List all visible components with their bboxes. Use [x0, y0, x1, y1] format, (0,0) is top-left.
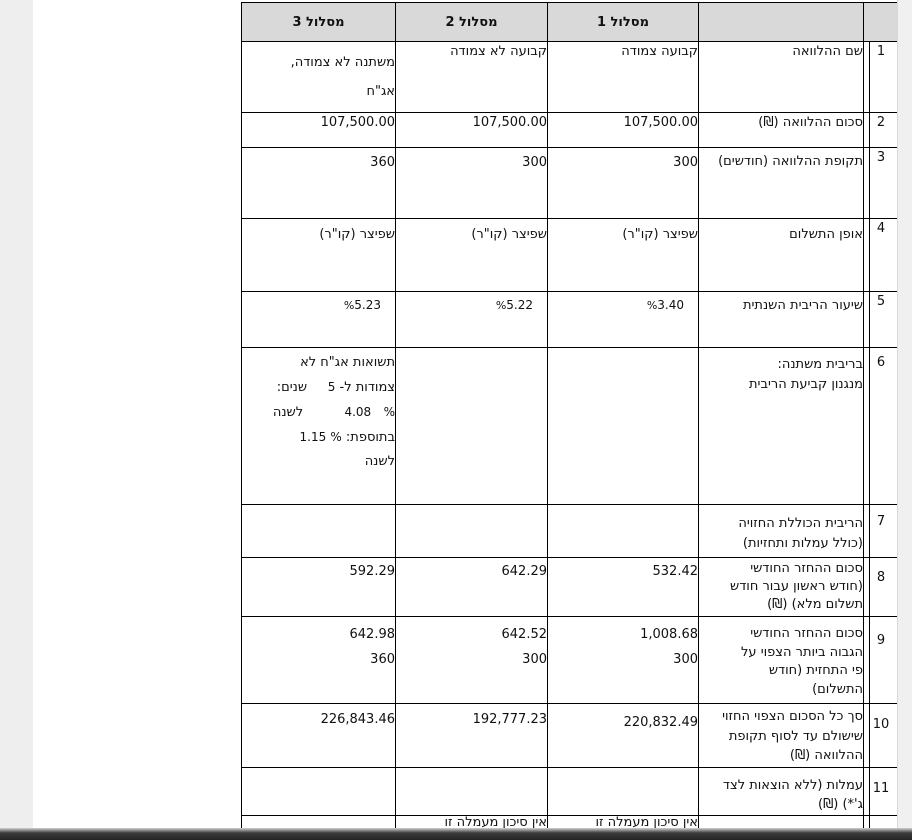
bond-rate: 4.08 [344, 405, 372, 419]
loan-name-track-1: קבועה צמודה [548, 42, 699, 113]
loan-name-track-3-line2: אג"ח [366, 84, 395, 99]
loan-name-track-2: קבועה לא צמודה [396, 42, 548, 113]
payment-method-track-1: שפיצר (קו"ר) [548, 219, 699, 292]
table-row [242, 348, 898, 505]
table-row-partial [242, 816, 898, 829]
loan-comparison-table [241, 2, 897, 828]
loan-amount-track-2: 107,500.00 [396, 113, 548, 148]
max-payment-track-3: 642.98 [349, 627, 395, 642]
bond-years: 5 [327, 380, 336, 394]
row-label: סכום ההלוואה (₪) [699, 113, 864, 148]
table-row: 9 סכום ההחזר החודשי הגבוה ביותר הצפוי על פי התחזית (חודש התשלום) 1,008.68 300 642.52 300 642.98 360 [242, 617, 898, 704]
table-row [242, 148, 898, 219]
header-track-2: מסלול 2 [396, 3, 548, 42]
max-payment-track-2: 642.52 [501, 627, 547, 642]
total-rate-track-1 [548, 505, 699, 558]
interest-rate-track-3: 5.23 [354, 298, 381, 312]
row-number: 7 [876, 514, 886, 529]
row-label-line1: בריבית משתנה: [777, 357, 863, 372]
table-row: 11 עמלות (ללא הוצאות לצד ג'*) (₪) [242, 768, 898, 816]
rate-mechanism-track-3: תשואות אג"ח לא צמודות ל- 5 שנים: % 4.08 לשנה בתוספת: % 1.15 לשנה [242, 348, 396, 505]
fees-track-2 [396, 768, 548, 816]
row-label: תקופת ההלוואה (חודשים) [699, 148, 864, 219]
header-num [864, 3, 898, 42]
monthly-payment-track-2: 642.29 [396, 558, 548, 617]
table-row [242, 292, 898, 348]
max-payment-month-track-3: 360 [370, 652, 395, 667]
header-track-3: מסלול 3 [242, 3, 396, 42]
table-row [242, 42, 898, 113]
row-number: 2 [876, 115, 886, 130]
row-label: שם ההלוואה [699, 42, 864, 113]
percent-sign: % [646, 299, 658, 312]
row-number: 11 [872, 781, 890, 796]
row-number: 10 [872, 717, 890, 732]
row-number: 9 [876, 633, 886, 648]
total-rate-track-2 [396, 505, 548, 558]
loan-period-track-2: 300 [396, 148, 548, 219]
row-number: 6 [876, 355, 886, 370]
monthly-payment-track-3: 592.29 [242, 558, 396, 617]
row-number: 8 [876, 570, 886, 585]
total-rate-track-3 [242, 505, 396, 558]
header-track-1: מסלול 1 [548, 3, 699, 42]
row-number: 1 [876, 44, 886, 59]
document-page [33, 0, 897, 828]
row-label-line1: הריבית הכוללת החזויה [738, 516, 863, 531]
row-number: 3 [876, 150, 886, 165]
table-row: 8 סכום ההחזר החודשי (חודש ראשון עבור חודש תשלום מלא) (₪) 532.42 642.29 592.29 [242, 558, 898, 617]
fees-track-1 [548, 768, 699, 816]
header-empty [699, 3, 864, 42]
max-payment-month-track-1: 300 [673, 652, 698, 667]
row-number: 4 [876, 221, 886, 236]
total-repayment-track-3: 226,843.46 [242, 704, 396, 768]
table-header-row [242, 3, 898, 42]
interest-rate-track-2: 5.22 [506, 298, 533, 312]
percent-sign: % [343, 299, 355, 312]
loan-amount-track-3: 107,500.00 [242, 113, 396, 148]
margin-rate: 1.15 [299, 430, 327, 444]
total-repayment-track-1: 220,832.49 [548, 704, 699, 768]
loan-amount-track-1: 107,500.00 [548, 113, 699, 148]
rate-mechanism-track-1 [548, 348, 699, 505]
fees-track-3 [242, 768, 396, 816]
loan-name-track-3-line1: משתנה לא צמודה, [290, 55, 395, 70]
max-payment-month-track-2: 300 [522, 652, 547, 667]
row-label: אופן התשלום [699, 219, 864, 292]
payment-method-track-2: שפיצר (קו"ר) [396, 219, 548, 292]
percent-sign: % [495, 299, 507, 312]
row-label: שיעור הריבית השנתית [699, 292, 864, 348]
loan-period-track-1: 300 [548, 148, 699, 219]
monthly-payment-track-1: 532.42 [548, 558, 699, 617]
window-bottom-edge [0, 828, 912, 840]
rate-mechanism-track-2 [396, 348, 548, 505]
row-label-line2: מנגנון קביעת הריבית [749, 377, 863, 392]
table-row: 10 סך כל הסכום הצפוי החזוי שישולם עד לסוף תקופת ההלוואה (₪) 220,832.49 192,777.23 226,843.46 [242, 704, 898, 768]
max-payment-track-1: 1,008.68 [640, 627, 698, 642]
loan-period-track-3: 360 [242, 148, 396, 219]
interest-rate-track-1: 3.40 [657, 298, 684, 312]
fee-note-track-1: אין סיכון מעמלה זו [548, 816, 699, 829]
fee-note-track-2: אין סיכון מעמלה זו [396, 816, 548, 829]
payment-method-track-3: שפיצר (קו"ר) [242, 219, 396, 292]
row-number: 5 [876, 294, 886, 309]
table-row [242, 113, 898, 148]
row-label-line2: (כולל עמלות ותחזיות) [742, 536, 863, 551]
table-row [242, 505, 898, 558]
total-repayment-track-2: 192,777.23 [396, 704, 548, 768]
table-row [242, 219, 898, 292]
viewer-margin [897, 0, 912, 828]
